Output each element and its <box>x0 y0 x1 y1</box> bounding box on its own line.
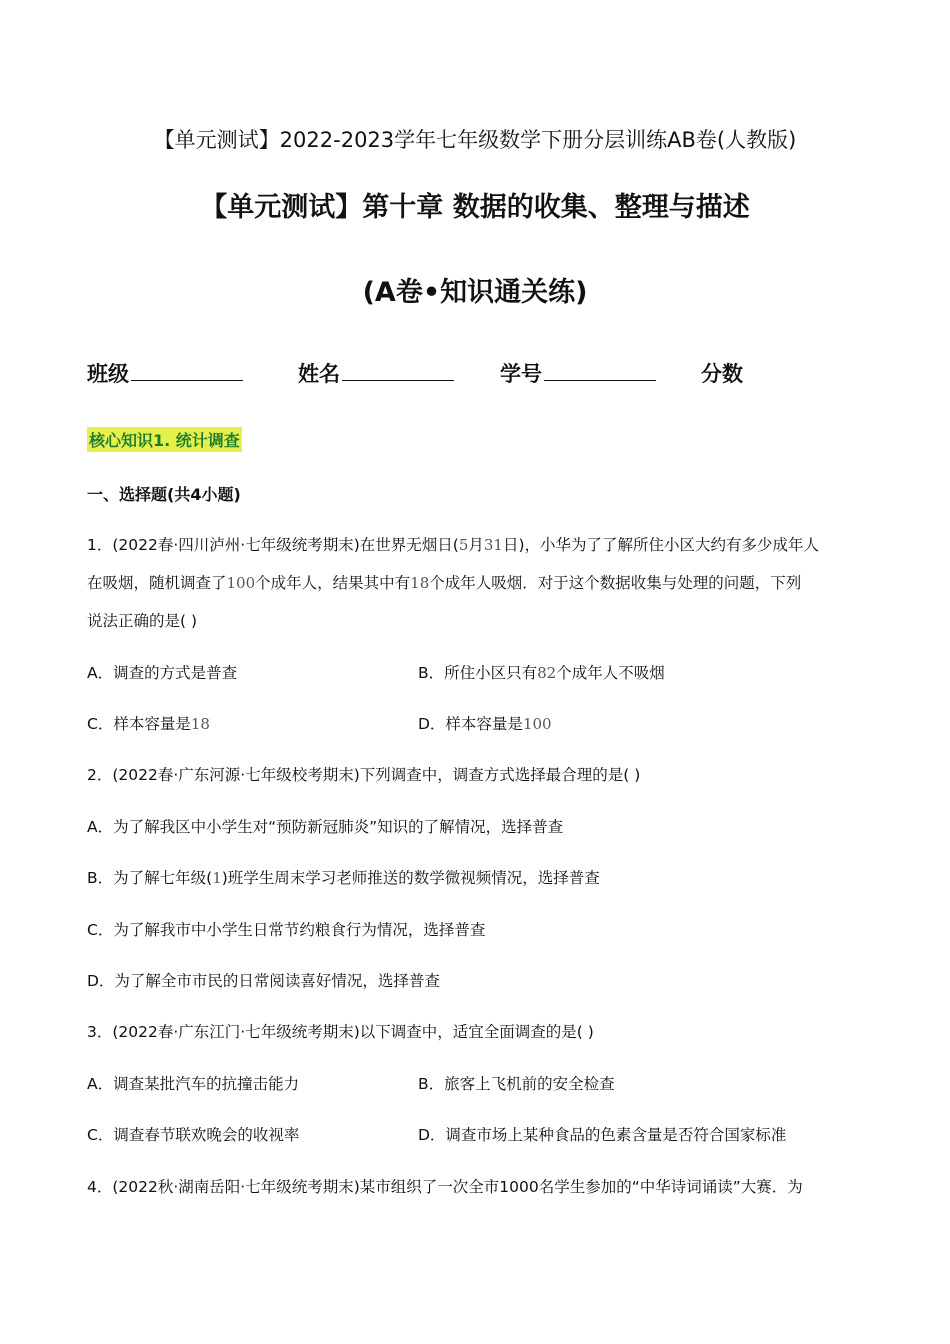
question-3-option-d[interactable]: D．调查市场上某种食品的色素含量是否符合国家标准 <box>418 1126 787 1144</box>
question-2-option-a[interactable]: A．为了解我区中小学生对“预防新冠肺炎”知识的了解情况，选择普查 <box>87 818 564 836</box>
class-blank <box>131 360 243 381</box>
question-4-stem: 4．(2022秋·湖南岳阳·七年级统考期末)某市组织了一次全市1000名学生参加的“中华诗词诵读”大赛．为 <box>87 1178 803 1196</box>
section-heading: 一、选择题(共4小题) <box>87 485 241 504</box>
name-field <box>298 358 454 388</box>
question-2-option-b[interactable]: B．为了解七年级(1)班学生周末学习老师推送的数学微视频情况，选择普查 <box>87 869 600 887</box>
id-field <box>500 358 656 388</box>
question-3-stem: 3．(2022春·广东江门·七年级统考期末)以下调查中，适宜全面调查的是( ) <box>87 1023 594 1041</box>
id-blank <box>544 360 656 381</box>
question-3-option-a[interactable]: A．调查某批汽车的抗撞击能力 <box>87 1075 300 1093</box>
question-2-option-d[interactable]: D．为了解全市市民的日常阅读喜好情况，选择普查 <box>87 972 440 990</box>
question-1-stem: 1．(2022春·四川泸州·七年级统考期末)在世界无烟日(5月31日)，小华为了了解所住小区大约有多少成年人 在吸烟，随机调查了100个成年人，结果其中有18个成年人吸烟．对于这个数据收集与处理的问题，下列 说法正确的是( ) <box>87 536 820 630</box>
document-title-volume: (A卷•知识通关练) <box>362 277 588 308</box>
question-3-option-b[interactable]: B．旅客上飞机前的安全检查 <box>418 1075 615 1093</box>
question-1-option-d[interactable]: D．样本容量是100 <box>418 715 552 733</box>
score-field <box>701 358 743 388</box>
question-1-option-a[interactable]: A．调查的方式是普查 <box>87 664 238 682</box>
core-knowledge-heading: 核心知识1. 统计调查 <box>87 427 242 452</box>
name-label: 姓名 <box>298 362 340 386</box>
question-1-option-c[interactable]: C．样本容量是18 <box>87 715 210 733</box>
document-subtitle: 【单元测试】2022-2023学年七年级数学下册分层训练AB卷(人教版) <box>153 128 797 152</box>
question-1-option-b[interactable]: B．所住小区只有82个成年人不吸烟 <box>418 664 665 682</box>
name-blank <box>342 360 454 381</box>
class-field <box>87 358 243 388</box>
question-3-option-c[interactable]: C．调查春节联欢晚会的收视率 <box>87 1126 300 1144</box>
question-2-option-c[interactable]: C．为了解我市中小学生日常节约粮食行为情况，选择普查 <box>87 921 486 939</box>
class-label: 班级 <box>87 362 129 386</box>
score-label: 分数 <box>701 362 743 386</box>
question-2-stem: 2．(2022春·广东河源·七年级校考期末)下列调查中，调查方式选择最合理的是( ) <box>87 766 641 784</box>
document-title: 【单元测试】第十章 数据的收集、整理与描述 <box>200 192 750 223</box>
id-label: 学号 <box>500 362 542 386</box>
